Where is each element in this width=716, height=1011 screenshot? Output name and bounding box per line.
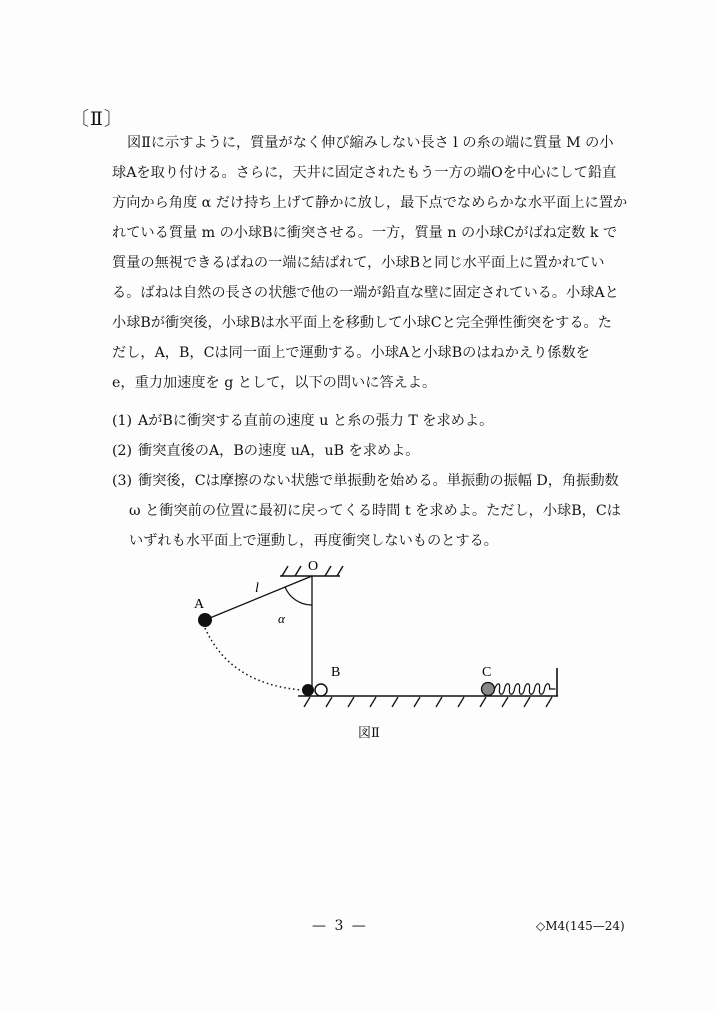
paragraph-line: 小球Bが衝突後，小球Bは水平面上を移動して小球Cと完全弾性衝突をする。た	[112, 315, 612, 331]
problem-paragraph	[112, 128, 628, 398]
ball-B	[315, 684, 327, 696]
paragraph-line: 質量の無視できるばねの一端に結ばれて，小球Bと同じ水平面上に置かれてい	[112, 255, 605, 271]
label-C: C	[482, 665, 492, 680]
pendulum-figure	[180, 556, 580, 716]
question-number: (3)	[112, 473, 133, 489]
figure-caption: 図Ⅱ	[358, 726, 380, 741]
question-2	[112, 436, 632, 466]
paragraph-line: だし，A，B，Cは同一面上で運動する。小球Aと小球Bのはねかえり係数を	[112, 345, 590, 361]
question-number: (2)	[112, 443, 133, 459]
exam-code: ◇M4(145—24)	[536, 919, 625, 933]
paragraph-line: 球Aを取り付ける。さらに，天井に固定されたもう一方の端Oを中心にして鉛直	[112, 165, 617, 181]
section-label: 〔Ⅱ〕	[70, 108, 124, 130]
ball-A	[198, 613, 212, 627]
question-text: 衝突後，Cは摩擦のない状態で単振動を始める。単振動の振幅 D，角振動数	[138, 473, 619, 489]
angle-arc	[285, 587, 312, 605]
question-3	[112, 466, 632, 556]
ball-A-bottom	[302, 684, 314, 696]
paragraph-line: 方向から角度 α だけ持ち上げて静かに放し，最下点でなめらかな水平面上に置か	[112, 195, 628, 211]
swing-path	[205, 628, 302, 690]
label-A: A	[194, 597, 205, 612]
label-l: l	[255, 581, 259, 596]
question-text: AがBに衝突する直前の速度 u と糸の張力 T を求めよ。	[138, 413, 494, 429]
question-text: ω と衝突前の位置に最初に戻ってくる時間 t を求めよ。ただし，小球B，Cは	[129, 503, 621, 519]
label-B: B	[331, 665, 341, 680]
paragraph-line: e，重力加速度を g として，以下の問いに答えよ。	[112, 375, 437, 391]
paragraph-line: れている質量 m の小球Bに衝突させる。一方，質量 n の小球Cがばね定数 k で	[112, 225, 618, 241]
question-number: (1)	[112, 413, 133, 429]
label-alpha: α	[278, 611, 285, 626]
figure-diagram	[180, 556, 580, 716]
ball-C	[482, 683, 495, 696]
paragraph-line: 図Ⅱに示すように，質量がなく伸び縮みしない長さ l の糸の端に質量 M の小	[127, 135, 614, 151]
label-O: O	[308, 559, 319, 574]
spring	[495, 684, 556, 695]
page-number: — 3 —	[312, 918, 368, 934]
question-text: いずれも水平面上で運動し，再度衝突しないものとする。	[129, 533, 498, 549]
question-1	[112, 406, 632, 436]
question-text: 衝突直後のA，Bの速度 uA，uB を求めよ。	[138, 443, 420, 459]
paragraph-line: る。ばねは自然の長さの状態で他の一端が鉛直な壁に固定されている。小球Aと	[112, 285, 619, 301]
floor-hatching	[304, 697, 552, 707]
